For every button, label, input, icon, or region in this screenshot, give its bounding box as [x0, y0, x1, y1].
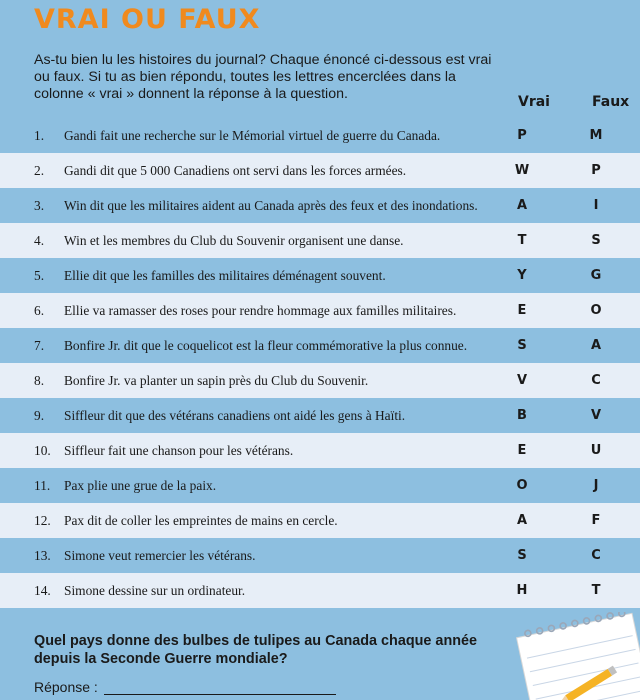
false-letter[interactable]: U [590, 443, 602, 458]
statement-row [0, 468, 640, 503]
false-letter[interactable]: M [589, 128, 603, 143]
statement-row [0, 363, 640, 398]
false-letter[interactable]: C [591, 373, 601, 388]
true-letter[interactable]: P [517, 128, 527, 143]
statement-row [0, 258, 640, 293]
answer-label: Réponse : [34, 679, 98, 695]
statement-row [0, 573, 640, 608]
false-letter[interactable]: G [590, 268, 602, 283]
statement-text: Siffleur dit que des vétérans canadiens ont aidé les gens à Haïti. [64, 407, 406, 423]
statement-number: 14. [34, 582, 51, 598]
statement-number: 11. [34, 477, 51, 493]
true-letter[interactable]: E [517, 443, 527, 458]
statement-row [0, 188, 640, 223]
instructions: As-tu bien lu les histoires du journal? Chaque énoncé ci-dessous est vrai ou faux. Si tu as bien répondu, toutes les lettres encerclées dans la colonne « vrai » donnent la réponse à la question. [34, 52, 492, 102]
statement-row [0, 153, 640, 188]
true-letter[interactable]: A [516, 513, 528, 528]
statement-text: Simone dessine sur un ordinateur. [64, 582, 246, 598]
statement-row [0, 503, 640, 538]
question-text: Quel pays donne des bulbes de tulipes au Canada chaque année depuis la Seconde Guerre mondiale? [34, 633, 478, 667]
true-letter[interactable]: T [517, 233, 527, 248]
statement-text: Win dit que les militaires aident au Canada après des feux et des inondations. [64, 197, 478, 213]
statement-number: 8. [34, 372, 45, 388]
true-letter[interactable]: V [516, 373, 528, 388]
answer-area [34, 679, 336, 695]
statement-row [0, 328, 640, 363]
statement-row [0, 223, 640, 258]
statement-number: 7. [34, 337, 45, 353]
statement-text: Bonfire Jr. dit que le coquelicot est la fleur commémorative la plus connue. [64, 337, 468, 353]
true-letter[interactable]: A [516, 198, 528, 213]
statement-number: 5. [34, 267, 45, 283]
statement-text: Win et les membres du Club du Souvenir organisent une danse. [64, 232, 404, 248]
false-letter[interactable]: S [591, 233, 601, 248]
statement-text: Ellie va ramasser des roses pour rendre hommage aux familles militaires. [64, 302, 457, 318]
statement-row [0, 398, 640, 433]
false-letter[interactable]: A [590, 338, 602, 353]
false-letter[interactable]: J [593, 478, 599, 493]
false-letter[interactable]: T [591, 583, 601, 598]
statement-text: Siffleur fait une chanson pour les vétérans. [64, 442, 294, 458]
column-header-vrai: Vrai [518, 94, 550, 110]
statement-row [0, 293, 640, 328]
answer-input-line[interactable] [104, 681, 336, 695]
notepad-pencil-icon [497, 612, 640, 700]
statement-number: 12. [34, 512, 51, 528]
statement-text: Pax plie une grue de la paix. [64, 477, 217, 493]
true-letter[interactable]: Y [517, 268, 527, 283]
false-letter[interactable]: O [590, 303, 602, 318]
column-header-faux: Faux [592, 94, 630, 110]
statement-row [0, 538, 640, 573]
false-letter[interactable]: V [590, 408, 602, 423]
statements-table [0, 118, 640, 608]
statement-number: 9. [34, 407, 45, 423]
false-letter[interactable]: P [591, 163, 601, 178]
page-title: VRAI OU FAUX [34, 4, 261, 35]
true-letter[interactable]: E [517, 303, 527, 318]
statement-number: 2. [34, 162, 45, 178]
statement-row [0, 118, 640, 153]
true-letter[interactable]: O [516, 478, 528, 493]
statement-text: Pax dit de coller les empreintes de mains en cercle. [64, 512, 338, 528]
false-letter[interactable]: F [591, 513, 601, 528]
statement-text: Gandi fait une recherche sur le Mémorial virtuel de guerre du Canada. [64, 127, 441, 143]
true-letter[interactable]: S [517, 338, 527, 353]
false-letter[interactable]: C [591, 548, 601, 563]
true-letter[interactable]: S [517, 548, 527, 563]
true-letter[interactable]: H [516, 583, 528, 598]
statement-number: 6. [34, 302, 45, 318]
statement-number: 4. [34, 232, 45, 248]
true-letter[interactable]: B [517, 408, 527, 423]
statement-number: 1. [34, 127, 45, 143]
statement-text: Ellie dit que les familles des militaires déménagent souvent. [64, 267, 386, 283]
statement-text: Bonfire Jr. va planter un sapin près du Club du Souvenir. [64, 372, 369, 388]
statement-number: 3. [34, 197, 45, 213]
statement-number: 10. [34, 442, 51, 458]
statement-text: Gandi dit que 5 000 Canadiens ont servi dans les forces armées. [64, 162, 407, 178]
statement-row [0, 433, 640, 468]
statement-text: Simone veut remercier les vétérans. [64, 547, 256, 563]
statement-number: 13. [34, 547, 51, 563]
true-letter[interactable]: W [514, 163, 530, 178]
false-letter[interactable]: I [593, 198, 599, 213]
